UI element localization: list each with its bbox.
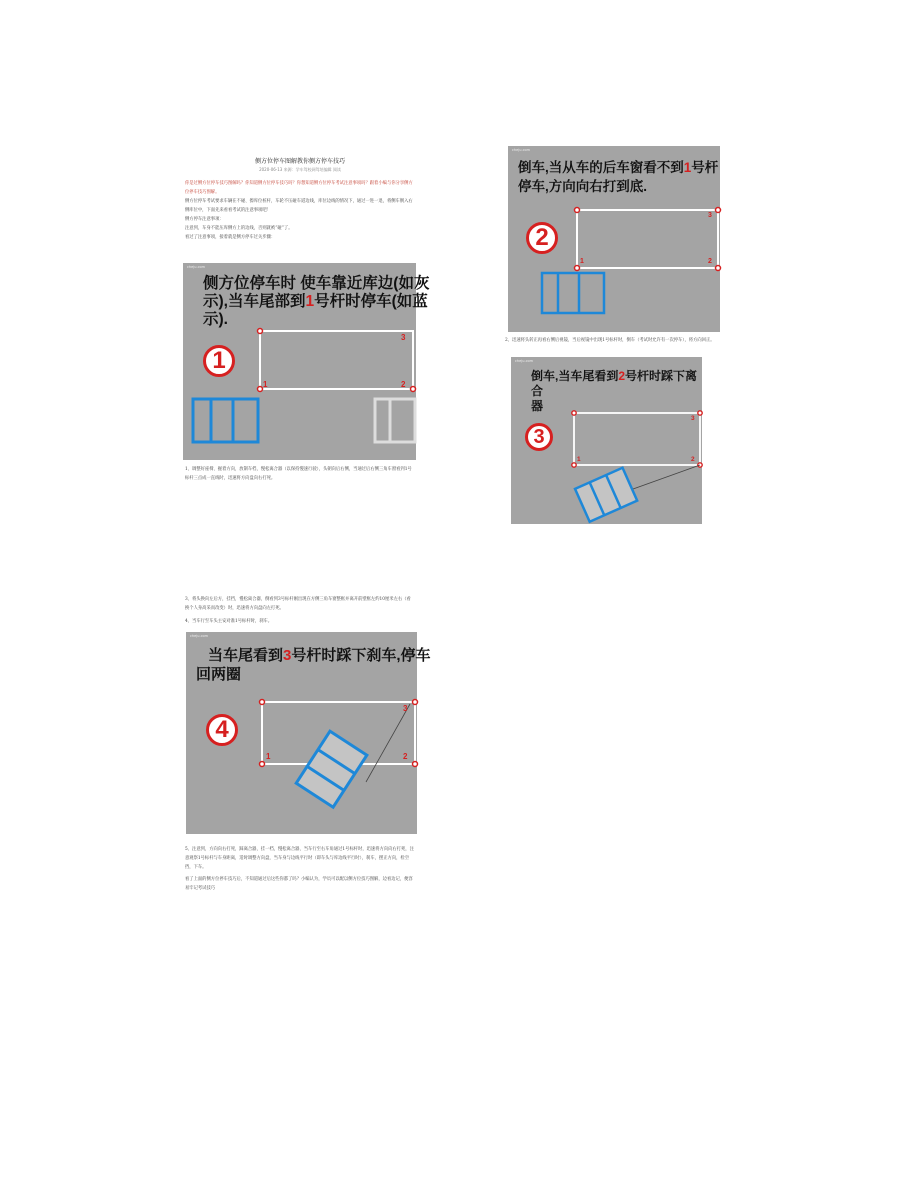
figure-caption: 当车尾看到3号杆时踩下刹车,停车 回两圈: [196, 647, 431, 683]
pole-label-3: 3: [708, 212, 712, 219]
pole-label-1: 1: [266, 752, 271, 761]
step-number-badge: 3: [525, 423, 553, 451]
watermark: cheju.com: [187, 265, 206, 269]
step-4-text: 5、注意到，方向向右打死，踩离合器，挂一档，慢松离合器，当车行至右车角通过1号标杆时，迅速将方向向右打死，注意观察1号标杆与车身距离，适时调整方向盘，当车身与边线平行时（即车头与库边线平行时），刹车，摆正方向，检空挡，下车。: [185, 847, 414, 870]
pole-label-2: 2: [708, 258, 712, 265]
pole-label-3: 3: [403, 704, 408, 713]
pole-label-2: 2: [401, 380, 406, 389]
outro-text: 看了上面的侧方位停车技巧后，不知道通过后这些你都了吗？小编认为，学员可以配以侧方位技巧图解，边看边记，便容易牢记考试技巧: [185, 877, 413, 891]
figure-caption: 倒车,当从车的后车窗看不到1号杆 停车,方向向右打到底.: [518, 160, 719, 194]
step-1-text: 1、调整好座椅、握着方向，放制车档，慢松离合器（以保持慢速行驶），头朝向后右侧，当通过后右侧三角车窗看到1号标杆三点成一直线时，迅速将方向盘向右打死。: [185, 467, 412, 481]
article-title: 侧方位停车图解教你侧方停车技巧: [254, 158, 345, 165]
step-number-badge: 2: [526, 222, 558, 254]
pole-label-1: 1: [580, 258, 584, 265]
watermark: cheju.com: [190, 634, 209, 638]
figure-caption: 倒车,当车尾看到2号杆时踩下离合 器: [531, 369, 698, 413]
step-number-badge: 4: [206, 714, 238, 746]
article-meta: 2020-06-13 来源：学车驾校网驾培编辑 阅读: [259, 167, 341, 172]
figure-1: [183, 263, 430, 460]
watermark: cheju.com: [512, 148, 531, 152]
figure-2: [508, 146, 720, 332]
step-3b-text: 4、当车行至车头主安对准1号标杆时，刹车。: [185, 619, 273, 624]
figure-caption: 侧方位停车时 使车靠近库边(如灰 示),当车尾部到1号杆时停车(如蓝 示).: [203, 275, 430, 328]
pole-label-2: 2: [691, 456, 695, 463]
intro-text: 你是过侧方位停车技巧图解吗？你知道侧方位停车技巧吗？你想知道侧方位停车考试注意事项吗？跟着小编与你分享侧方位停车技巧图解。: [185, 181, 413, 195]
pole-label-3: 3: [691, 415, 695, 422]
paragraph-4: 看过了注意事项，接着就是侧方停车过关步骤：: [185, 235, 276, 240]
step-3-text: 3、将头换向左后方，挂挡，慢松离合器，倒看到3号标杆刚出现在方侧三角车窗整框并离开前壁框左约10厘米左右（看换个人身高采而改变）时，迅速将方向盘向左打死。: [185, 597, 411, 611]
pole-label-3: 3: [401, 333, 406, 342]
paragraph-2: 侧方停车注意事项：: [185, 217, 224, 222]
paragraph-1: 侧方位停车考试要求车辆在不碰、擦库位桩杆，车轮不压碰车道边线，库位边线的情况下，通过一进一退，将侧车倒入右侧库位中，下面先来看看考试的注意事项吧！: [185, 199, 413, 213]
figure-4: [186, 632, 431, 834]
step-2-text: 2、迅速将头转正再看右侧后视镜，当后视镜中出现1号标杆时，倒车（考试时允许有一次停车），将方向回正。: [505, 338, 715, 343]
step-number-badge: 1: [203, 345, 235, 377]
figure-3: [511, 357, 702, 524]
pole-label-1: 1: [577, 456, 581, 463]
pole-label-1: 1: [263, 380, 268, 389]
watermark: cheju.com: [515, 359, 534, 363]
paragraph-3: 注意到，车身不能压库侧方上的边线，否则就被“碰”了。: [185, 226, 293, 231]
pole-label-2: 2: [403, 752, 408, 761]
